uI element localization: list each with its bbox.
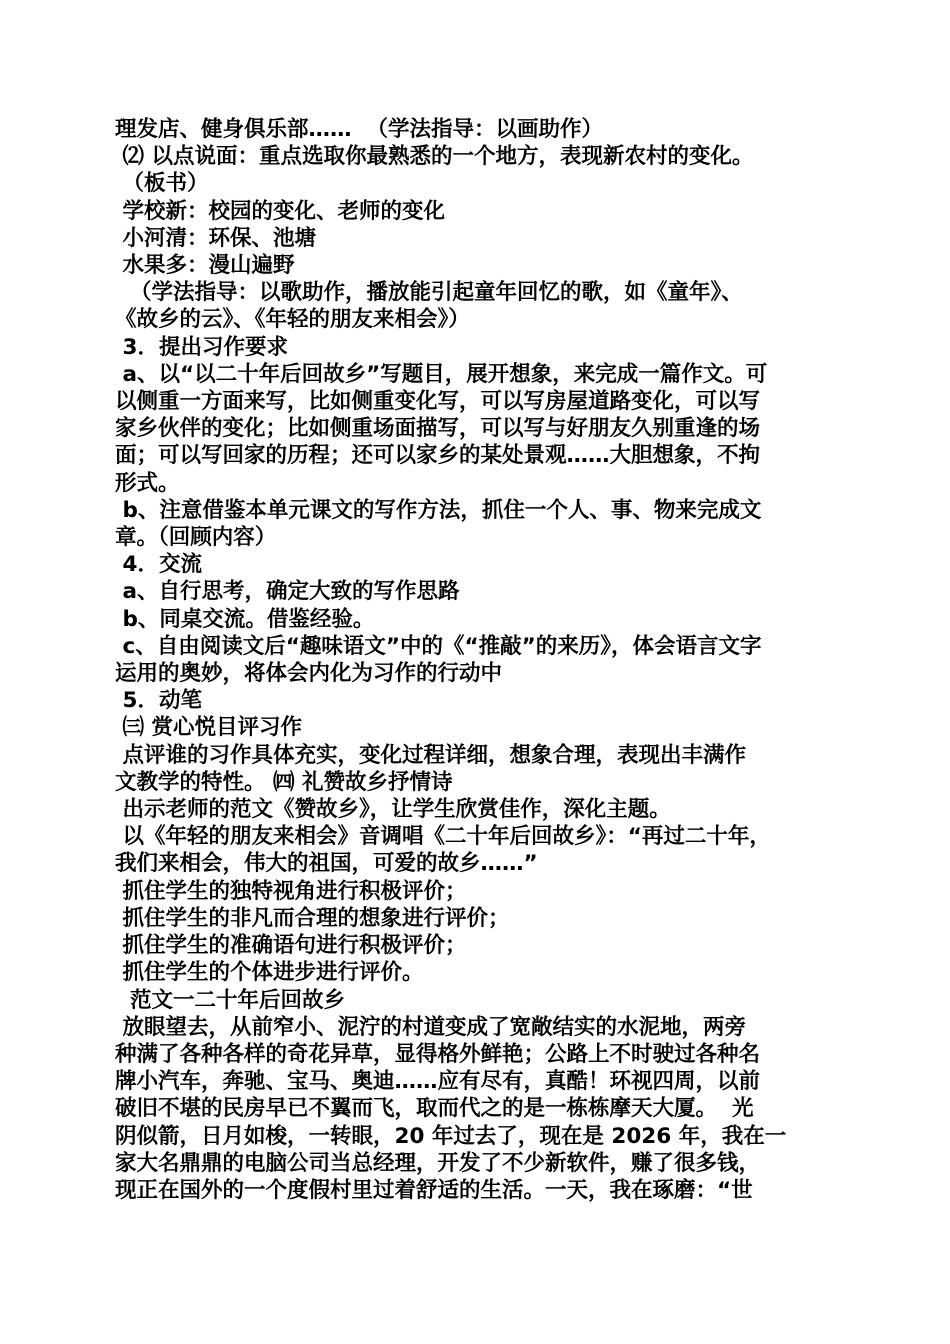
- text-line: 学校新：校园的变化、老师的变化: [115, 198, 445, 224]
- text-line: （学法指导：以歌助作，播放能引起童年回忆的歌，如《童年》、: [115, 280, 743, 306]
- text-line: ⑵ 以点说面：重点选取你最熟悉的一个地方，表现新农村的变化。: [115, 144, 754, 170]
- text-line: 形式。: [115, 470, 180, 496]
- text-line: 抓住学生的个体进步进行评价。: [115, 960, 424, 986]
- text-line: 面；可以写回家的历程；还可以家乡的某处景观……大胆想象，不拘: [115, 443, 761, 469]
- text-line: （板书）: [115, 171, 209, 197]
- text-line: b、同桌交流。借鉴经验。: [115, 606, 375, 632]
- text-line: a、自行思考，确定大致的写作思路: [115, 579, 460, 605]
- text-line: 出示老师的范文《赞故乡》，让学生欣赏佳作，深化主题。: [115, 797, 671, 823]
- text-line: 点评谁的习作具体充实，变化过程详细，想象合理，表现出丰满作: [115, 742, 746, 768]
- text-line: 家大名鼎鼎的电脑公司当总经理，开发了不少新软件，赚了很多钱，: [115, 1150, 761, 1176]
- text-line: 破旧不堪的民房早已不翼而飞，取而代之的是一栋栋摩天大厦。 光: [115, 1096, 754, 1122]
- text-line: 小河清：环保、池塘: [115, 225, 316, 251]
- text-line: 阴似箭，日月如梭，一转眼，20 年过去了，现在是 2026 年，我在一: [115, 1123, 787, 1149]
- text-line: 3．提出习作要求: [115, 334, 288, 360]
- text-line: 理发店、健身俱乐部…… （学法指导：以画助作）: [115, 117, 603, 142]
- text-line: 现正在国外的一个度假村里过着舒适的生活。一天，我在琢磨：“世: [115, 1177, 753, 1203]
- text-line: 章。（回顾内容）: [115, 525, 277, 551]
- text-line: 运用的奥妙，将体会内化为习作的行动中: [115, 661, 503, 687]
- text-line: 抓住学生的非凡而合理的想象进行评价；: [115, 905, 510, 931]
- text-line: 家乡伙伴的变化；比如侧重场面描写，可以写与好朋友久别重逢的场: [115, 416, 761, 442]
- text-line: 文教学的特性。 ㈣ 礼赞故乡抒情诗: [115, 769, 453, 795]
- text-line: 抓住学生的准确语句进行积极评价；: [115, 933, 467, 959]
- text-line: b、注意借鉴本单元课文的写作方法，抓住一个人、事、物来完成文: [115, 497, 762, 523]
- text-line: 牌小汽车，奔驰、宝马、奥迪……应有尽有，真酷！环视四周，以前: [115, 1069, 761, 1095]
- text-line: 我们来相会，伟大的祖国，可爱的故乡……”: [115, 851, 538, 877]
- document-body: [115, 116, 840, 1204]
- text-line: 放眼望去，从前窄小、泥泞的村道变成了宽敞结实的水泥地，两旁: [115, 1014, 746, 1040]
- text-line: 5．动笔: [115, 688, 202, 714]
- text-line: 种满了各种各样的奇花异草，显得格外鲜艳；公路上不时驶过各种名: [115, 1041, 761, 1067]
- text-line: 《故乡的云》、《年轻的朋友来相会》）: [115, 307, 470, 333]
- text-line: 以侧重一方面来写，比如侧重变化写，可以写房屋道路变化，可以写: [115, 389, 761, 415]
- text-line: 以《年轻的朋友来相会》音调唱《二十年后回故乡》：“再过二十年，: [115, 824, 771, 850]
- text-line: a、以“以二十年后回故乡”写题目，展开想象，来完成一篇作文。可: [115, 361, 768, 387]
- text-line: 4．交流: [115, 552, 202, 578]
- text-line: c、自由阅读文后“趣味语文”中的《“推敲”的来历》，体会语言文字: [115, 633, 762, 659]
- text-line: 范文一二十年后回故乡: [115, 987, 345, 1013]
- text-line: 水果多：漫山遍野: [115, 253, 295, 279]
- text-line: 抓住学生的独特视角进行积极评价；: [115, 878, 467, 904]
- text-line: ㈢ 赏心悦目评习作: [115, 715, 302, 741]
